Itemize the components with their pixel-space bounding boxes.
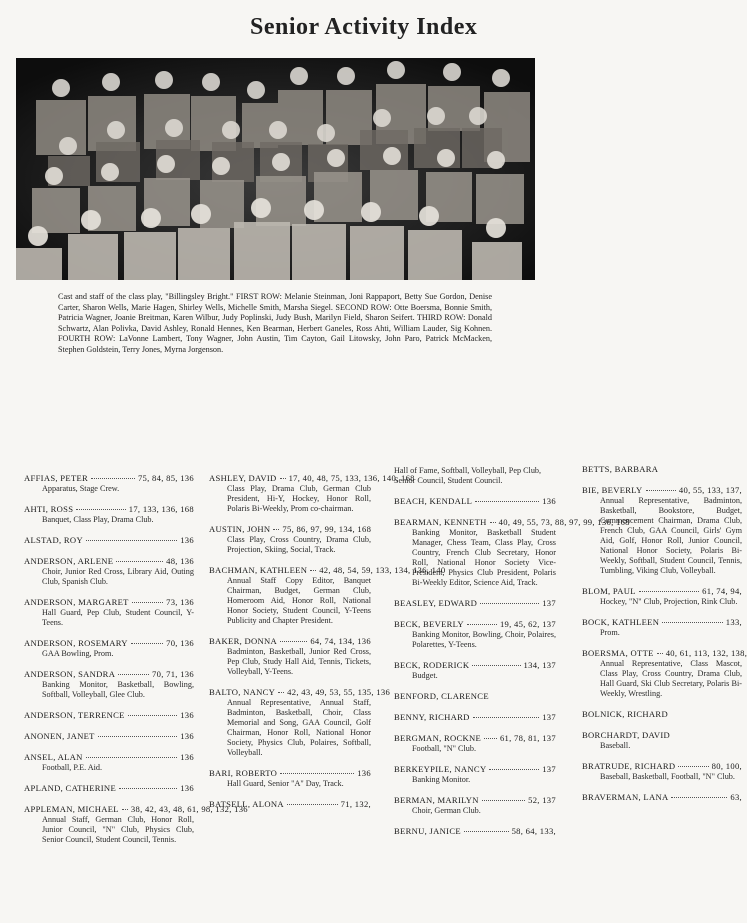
dot-leader: [662, 622, 723, 623]
student-name: BERNU, JANICE: [394, 826, 461, 836]
activities-list: Banking Monitor, Basketball Student Manager, Chess Team, Class Play, Cross Country, French Club Secretary, Honor Roll, National Honor Society Vice-President, Physics Club President, Polaris Bi-Weekly Editor, Science Aid, Track.: [412, 528, 556, 587]
page-numbers: 136: [180, 710, 194, 720]
page-numbers: 40, 61, 113, 132, 138,: [665, 648, 747, 658]
dot-leader: [639, 591, 699, 592]
page-numbers: 136: [180, 783, 194, 793]
entry-heading: [394, 496, 556, 507]
entry-heading: [209, 687, 391, 698]
entry-heading: [209, 524, 371, 535]
entry-heading: [24, 804, 248, 815]
dot-leader: [657, 653, 663, 654]
student-name: BARI, ROBERTO: [209, 768, 278, 778]
dot-leader: [482, 800, 525, 801]
student-name: AFFIAS, PETER: [24, 473, 89, 483]
dot-leader: [76, 509, 125, 510]
entry-heading: [582, 617, 742, 628]
entry-heading: [24, 669, 194, 680]
student-name: ALSTAD, ROY: [24, 535, 83, 545]
dot-leader: [116, 561, 163, 562]
entry-heading: [582, 730, 742, 741]
activities-list: Hockey, "N" Club, Projection, Rink Club.: [600, 597, 738, 606]
class-play-photo: [16, 58, 535, 280]
entry-heading: [24, 504, 194, 515]
page-numbers: 137: [542, 598, 556, 608]
activities-list: Banking Monitor, Bowling, Choir, Polaires, Polarettes, Y-Teens.: [412, 630, 556, 649]
activities-list: Class Play, Drama Club, German Club President, Hi-Y, Hockey, Honor Roll, Polaris Bi-Weekly, Prom co-chairman.: [227, 484, 371, 513]
entry-heading: [209, 636, 371, 647]
entry-heading: [209, 768, 371, 779]
page-numbers: 52, 137: [528, 795, 556, 805]
page-numbers: 64, 74, 134, 136: [310, 636, 371, 646]
page-numbers: 42, 48, 54, 59, 133, 134, 136, 140: [319, 565, 446, 575]
dot-leader: [98, 736, 177, 737]
activities-list: Baseball.: [600, 741, 631, 750]
dot-leader: [132, 602, 163, 603]
page-numbers: 40, 55, 133, 137,: [678, 485, 742, 495]
activities-list: Choir, German Club.: [412, 806, 481, 815]
activities-list: GAA Bowling, Prom.: [42, 649, 114, 658]
index-entry: [24, 504, 194, 525]
index-entry: [582, 761, 742, 782]
index-entry: [24, 752, 194, 773]
dot-leader: [86, 757, 178, 758]
page-numbers: 71, 132,: [340, 799, 371, 809]
student-name: BRAVERMAN, LANA: [582, 792, 669, 802]
page-numbers: 63,: [730, 792, 742, 802]
student-name: APLAND, CATHERINE: [24, 783, 116, 793]
dot-leader: [287, 804, 338, 805]
activities-list: Prom.: [600, 628, 620, 637]
student-name: ANDERSON, SANDRA: [24, 669, 116, 679]
student-name: BECK, BEVERLY: [394, 619, 464, 629]
index-entry: [24, 473, 194, 494]
entry-heading: [24, 783, 194, 794]
page-numbers: 48, 136: [166, 556, 194, 566]
dot-leader: [490, 522, 496, 523]
dot-leader: [484, 738, 497, 739]
entry-heading: [582, 761, 742, 772]
activities-list: Annual Staff Copy Editor, Banquet Chairman, Budget, German Club, Homeroom Aid, Honor Roll, National Honor Society, Student Council, Y-Teens Publicity and Chapter President.: [227, 576, 371, 625]
student-name: BENNY, RICHARD: [394, 712, 470, 722]
index-entry: [394, 826, 556, 837]
entry-heading: [24, 710, 194, 721]
page-numbers: 137: [542, 712, 556, 722]
student-name: BAKER, DONNA: [209, 636, 278, 646]
index-entry: [394, 733, 556, 754]
entry-heading: [394, 517, 630, 528]
page-numbers: 38, 42, 43, 48, 61, 98, 132, 136: [130, 804, 248, 814]
index-entry: [209, 687, 391, 758]
dot-leader: [280, 773, 354, 774]
entry-heading: [209, 799, 371, 810]
dot-leader: [473, 717, 540, 718]
index-entry: [24, 731, 194, 742]
page-numbers: 73, 136: [166, 597, 194, 607]
student-name: BENFORD, CLARENCE: [394, 691, 489, 701]
entry-heading: [24, 638, 194, 649]
index-entry: [394, 691, 556, 702]
entry-heading: [394, 598, 556, 609]
index-entry: [394, 496, 556, 507]
student-name: ANONEN, JANET: [24, 731, 95, 741]
index-entry: [394, 660, 556, 681]
student-name: APPLEMAN, MICHAEL: [24, 804, 119, 814]
index-entry: [394, 598, 556, 609]
page-numbers: 136: [180, 535, 194, 545]
page-numbers: 17, 40, 48, 75, 133, 136, 140, 168: [288, 473, 415, 483]
page-numbers: 80, 100,: [711, 761, 742, 771]
dot-leader: [480, 603, 539, 604]
page-numbers: 61, 74, 94,: [702, 586, 742, 596]
activities-list: Hall Guard, Senior "A" Day, Track.: [227, 779, 344, 788]
dot-leader: [310, 570, 316, 571]
index-entry: [394, 764, 556, 785]
activities-list: Apparatus, Stage Crew.: [42, 484, 120, 493]
index-entry: [209, 768, 371, 789]
index-entry: [394, 619, 556, 650]
activities-list: Banquet, Class Play, Drama Club.: [42, 515, 154, 524]
dot-leader: [280, 478, 286, 479]
student-name: BERKEYPILE, NANCY: [394, 764, 487, 774]
page-numbers: 75, 86, 97, 99, 134, 168: [282, 524, 372, 534]
dot-leader: [118, 674, 149, 675]
index-entry: [24, 783, 194, 794]
index-entry: [209, 799, 371, 810]
dot-leader: [91, 478, 135, 479]
activities-list: Annual Staff, German Club, Honor Roll, Junior Council, "N" Club, Physics Club, Senior Council, Student Council, Tennis.: [42, 815, 194, 844]
student-name: ASHLEY, DAVID: [209, 473, 277, 483]
activities-list: Class Play, Cross Country, Drama Club, Projection, Skiing, Social, Track.: [227, 535, 371, 554]
entry-heading: [24, 731, 194, 742]
student-name: AUSTIN, JOHN: [209, 524, 271, 534]
student-name: BOCK, KATHLEEN: [582, 617, 660, 627]
index-column-4: [582, 464, 747, 813]
index-entry: [209, 473, 415, 514]
activities-list: Choir, Junior Red Cross, Library Aid, Outing Club, Spanish Club.: [42, 567, 194, 586]
dot-leader: [472, 665, 520, 666]
page-numbers: 70, 71, 136: [152, 669, 194, 679]
dot-leader: [671, 797, 727, 798]
page-numbers: 75, 84, 85, 136: [137, 473, 194, 483]
activities-list: Baseball, Basketball, Football, "N" Club.: [600, 772, 735, 781]
page-numbers: 136: [357, 768, 371, 778]
entry-heading: [24, 752, 194, 763]
dot-leader: [464, 831, 509, 832]
page-numbers: 134, 137: [523, 660, 556, 670]
entry-heading: [582, 709, 742, 720]
student-name: BEARMAN, KENNETH: [394, 517, 487, 527]
entry-heading: [394, 795, 556, 806]
page-numbers: 70, 136: [166, 638, 194, 648]
entry-heading: [582, 648, 747, 659]
class-play-photo-image: [16, 58, 535, 280]
activities-list: Hall Guard, Pep Club, Student Council, Y-Teens.: [42, 608, 194, 627]
student-name: BATSELL, ALONA: [209, 799, 284, 809]
page-numbers: 133,: [725, 617, 742, 627]
entry-heading: [394, 712, 556, 723]
entry-heading: [209, 565, 446, 576]
student-name: ANSEL, ALAN: [24, 752, 83, 762]
entry-heading: [394, 660, 556, 671]
student-name: ANDERSON, MARGARET: [24, 597, 129, 607]
index-entry: [24, 597, 194, 628]
entry-heading: [394, 764, 556, 775]
index-entry: [209, 636, 371, 677]
entry-heading: [24, 473, 194, 484]
index-entry: [582, 485, 742, 576]
activities-list: Football, P.E. Aid.: [42, 763, 103, 772]
student-name: BRATRUDE, RICHARD: [582, 761, 676, 771]
continued-activities: Hall of Fame, Softball, Volleyball, Pep Club, Senior Council, Student Council.: [394, 466, 542, 485]
entry-heading: [582, 792, 742, 803]
activities-list: Football, "N" Club.: [412, 744, 477, 753]
page-numbers: 17, 133, 136, 168: [128, 504, 194, 514]
page-numbers: 137: [542, 764, 556, 774]
index-entry: [582, 648, 747, 699]
index-entry: [24, 638, 194, 659]
entry-heading: [209, 473, 415, 484]
page-numbers: 58, 64, 133,: [511, 826, 556, 836]
index-entry: [24, 669, 194, 700]
dot-leader: [86, 540, 177, 541]
index-entry: [394, 712, 556, 723]
student-name: ANDERSON, ROSEMARY: [24, 638, 128, 648]
entry-heading: [394, 619, 556, 630]
entry-heading: [582, 464, 742, 475]
entry-heading: [24, 556, 194, 567]
student-name: BERGMAN, ROCKNE: [394, 733, 482, 743]
student-name: BALTO, NANCY: [209, 687, 276, 697]
student-name: BOLNICK, RICHARD: [582, 709, 668, 719]
student-name: BORCHARDT, DAVID: [582, 730, 671, 740]
index-entry: [582, 617, 742, 638]
entry-heading: [394, 826, 556, 837]
page-numbers: 61, 78, 81, 137: [499, 733, 556, 743]
student-name: BEASLEY, EDWARD: [394, 598, 478, 608]
student-name: BECK, RODERICK: [394, 660, 470, 670]
activities-list: Annual Representative, Class Mascot, Class Play, Cross Country, Drama Club, Hall Guard, Ski Club Secretary, Polaris Bi-Weekly, Wrestling.: [600, 659, 742, 698]
student-name: ANDERSON, ARLENE: [24, 556, 114, 566]
index-entry: [24, 535, 194, 546]
dot-leader: [131, 643, 163, 644]
dot-leader: [489, 769, 539, 770]
student-name: BACHMAN, KATHLEEN: [209, 565, 308, 575]
page-numbers: 40, 49, 55, 73, 88, 97, 99, 136, 168: [498, 517, 630, 527]
dot-leader: [278, 692, 284, 693]
index-entry: [582, 730, 742, 751]
student-name: ANDERSON, TERRENCE: [24, 710, 125, 720]
dot-leader: [273, 529, 279, 530]
dot-leader: [119, 788, 177, 789]
index-entry: [394, 517, 630, 588]
activities-list: Budget.: [412, 671, 438, 680]
entry-heading: [582, 485, 742, 496]
entry-heading: [582, 586, 742, 597]
dot-leader: [122, 809, 128, 810]
student-name: BIE, BEVERLY: [582, 485, 643, 495]
dot-leader: [646, 490, 676, 491]
activities-list: Badminton, Basketball, Junior Red Cross, Pep Club, Study Hall Aid, Tennis, Tickets, Volleyball, Y-Teens.: [227, 647, 371, 676]
index-entry: [582, 586, 742, 607]
index-entry: [24, 710, 194, 721]
dot-leader: [280, 641, 307, 642]
dot-leader: [475, 501, 539, 502]
activities-list: Annual Representative, Badminton, Basketball, Bookstore, Budget, Commencement Chairman, Drama Club, French Club, GAA Council, Girls' Gym Aid, Golf, Honor Roll, Junior Council, National Honor Society, Polaris Bi-Weekly, Softball, Student Council, Tennis, Tumbling, Viking Club, Volleyball.: [600, 496, 742, 575]
page-numbers: 136: [180, 731, 194, 741]
student-name: AHTI, ROSS: [24, 504, 74, 514]
student-name: BEACH, KENDALL: [394, 496, 473, 506]
index-entry: [582, 464, 742, 475]
photo-caption: Cast and staff of the class play, "Billingsley Bright." FIRST ROW: Melanie Steinman, Joni Rappaport, Betty Sue Gordon, Denise Carter, Sharon Wells, Marie Hagen, Shirley Wells, Michelle Smith, Marsha Siegel. SECOND ROW: Otte Boersma, Bonnie Smith, Patricia Wagner, Joanie Breitman, Karen Wilbur, Judy Poplinski, Judy Bush, Marilyn Field, Sharon Seifert. THIRD ROW: Donald Schwartz, Alan Polivka, David Ashley, Ronald Hennes, Ken Bearman, Herbert Ganeles, Ross Ahti, William Lauder, Sig Kohnen. FOURTH ROW: LaVonne Lambert, Tony Wagner, John Austin, Tim Cayton, Gail Litowsky, John Paro, Patrick McMacken, Stephen Goldstein, Terry Jones, Myrna Jorgenson.: [58, 292, 492, 354]
student-name: BERMAN, MARILYN: [394, 795, 479, 805]
dot-leader: [467, 624, 497, 625]
index-entry: [582, 709, 742, 720]
index-entry: [209, 524, 371, 555]
page-numbers: 136: [180, 752, 194, 762]
student-name: BOERSMA, OTTE: [582, 648, 654, 658]
activities-list: Banking Monitor.: [412, 775, 471, 784]
index-entry: [582, 792, 742, 803]
index-entry: [24, 556, 194, 587]
dot-leader: [678, 766, 708, 767]
page-numbers: 136: [542, 496, 556, 506]
page-title: Senior Activity Index: [250, 14, 478, 40]
entry-heading: [24, 535, 194, 546]
dot-leader: [128, 715, 177, 716]
activities-list: Annual Representative, Annual Staff, Badminton, Basketball, Choir, Class Memorial and Song, GAA Council, Golf Chairman, Honor Roll, National Honor Society, Physics Club, Polaires, Softball, Volleyball.: [227, 698, 371, 757]
index-entry: [24, 804, 248, 845]
student-name: BLOM, PAUL: [582, 586, 636, 596]
page-numbers: 42, 43, 49, 53, 55, 135, 136: [287, 687, 391, 697]
student-name: BETTS, BARBARA: [582, 464, 659, 474]
activities-list: Banking Monitor, Basketball, Bowling, Softball, Volleyball, Glee Club.: [42, 680, 194, 699]
entry-heading: [394, 691, 556, 702]
index-entry: [394, 795, 556, 816]
entry-heading: [394, 733, 556, 744]
page-numbers: 19, 45, 62, 137: [499, 619, 556, 629]
entry-heading: [24, 597, 194, 608]
